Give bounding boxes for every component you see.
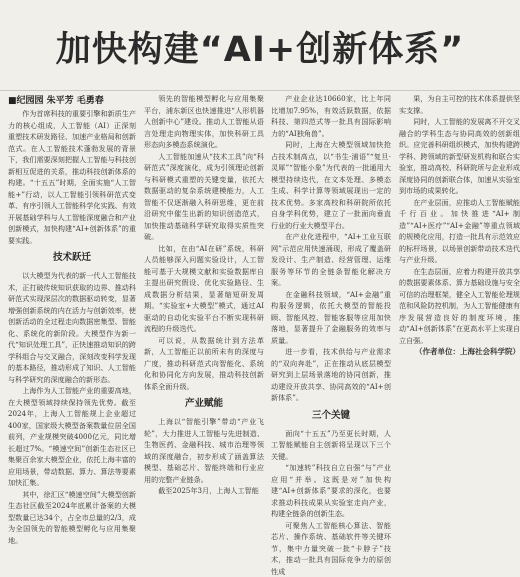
paragraph: 其中，徐汇区“模速空间”大模型创新生态社区截至2024年底累计备案的大模型数量已达34个，占全市总量的2/3，成为全国领先的智能模型孵化与应用集聚地。: [8, 489, 136, 547]
paragraph: 作为首席科技的重要引擎和新质生产力的核心组成，人工智能（AI）正深刻重塑技术研发路径、加速产业格局和创新范式。在人工智能技术蓬勃发展的背景下，我们需要深刻把握人工智能与科技创新相互促进的关系，推动科技创新体系的构建。“十五五”时期，全面实施“人工智能+”行动，以人工智能引领科研范式变革、有序引领人工智能科学化实践、有效开展基础学科与人工智能深度融合和产业创新模式，加快构建“AI+创新体系”的重要实践。: [8, 108, 136, 246]
paragraph: 果，为自主可控的技术体系提供坚实支撑。: [399, 93, 520, 116]
paragraph: 同时，上海在大模型领域加快抢占技术制高点，以“书生·浦语”“复旦·灵犀”“智能小象”为代表的一批通用大模型持续迭代，在文本处理、多模态生成、科学计算等领域展现出一定的技术优势。多家高校和科研院所依托自身学科优势，建立了一批面向垂直行业的行业大模型平台。: [271, 139, 391, 231]
paragraph: 面向“十五五”乃至更长时期，人工智能赋能自主创新将呈现以下三个关键。: [271, 428, 391, 463]
article-column-4: [399, 93, 520, 521]
paragraph: 在产业化进程中，“AI+工业互联网”示范应用快速涌现，形成了覆盖研发设计、生产制造、经营管理、运维服务等环节的全链条智能化解决方案。: [271, 231, 391, 289]
headline: 加快构建“AI+创新体系”: [0, 22, 520, 72]
section-heading-three-keys: 三个关键: [271, 404, 391, 428]
paragraph: 上海以“智能引擎”带动“产业飞轮”，大力推进人工智能与先进制造、生物医药、金融科技、城市治理等领域的深度融合，初步形成了涵盖算法模型、基础芯片、智能终端和行业应用的完整产业链条。: [144, 416, 264, 485]
paragraph: 在金融科技领域，“AI+金融”重构服务逻辑，依托大模型的智能投顾、智能风控、智能客服等应用加快落地，显著提升了金融服务的效率与质量。: [271, 289, 391, 347]
author-affiliation: （作者单位：上海社会科学院）: [399, 346, 520, 358]
paragraph: 可聚焦人工智能核心算法、智能芯片、操作系统、基础软件等关键环节，集中力量突破一批“卡脖子”技术，推动一批具有国际竞争力的原创性成: [271, 520, 391, 577]
paragraph: 人工智能加速从“技术工具”向“科研范式”深度演化，成为引领理论创新与科研模式重塑的关键变量，依托大数据驱动的复杂系统建模能力，人工智能不仅逐渐融入科研思维，更在前沿研究中催生出新的知识创造范式，加快推动基础科学研究取得实质性突破。: [144, 151, 264, 243]
paragraph: 同时，人工智能的发展离不开交叉融合的学科生态与协同高效的创新组织。应完善科研组织模式，加快构建跨学科、跨领域的新型研发机构和联合实验室，推动高校、科研院所与企业形成深度协同的创新联合体，加速从实验室到市场的成果转化。: [399, 116, 520, 197]
paragraph: 进一步看，技术供给与产业需求的“双向奔赴”，正在推动从底层模型研究到上层场景落地的协同创新，推动建设开放共享、协同高效的“AI+创新体系”。: [271, 346, 391, 404]
paragraph: 在生态层面，应着力构建开放共享的数据要素体系、算力基础设施与安全可信的治理框架，健全人工智能伦理规范和风险防控机制，为人工智能健康有序发展营造良好的制度环境，推动“AI+创新体系”在更高水平上实现自立自强。: [399, 266, 520, 347]
paragraph: 可以说，从数据统计到方法革新，人工智能正以前所未有的深度与广度，推动科研范式向智能化、系统化和协同化方向发展，推动科技创新体系全面升级。: [144, 335, 264, 393]
paragraph: “加速转”科技自立自强“与”产业应用“并举。这既是对”加快构建“AI+创新体系”要求的深化，也要求推动科技成果从实验室走向产业，构建全链条的创新生态。: [271, 462, 391, 520]
section-heading-tech-leap: 技术跃迁: [8, 246, 136, 270]
paragraph: 比如，在由“AI在研”系统，科研人员能够深入问题实验设计，人工智能可基于大规模文献和实验数据库自主提出研究假设、优化实验路径、生成数据分析结果，显著缩短研发周期。“实验室+大模型”模式，通过AI驱动的自动化实验平台不断实现科研流程的升级迭代。: [144, 243, 264, 335]
article-column-1: [8, 108, 136, 536]
section-heading-industry-empowerment: 产业赋能: [144, 392, 264, 416]
paragraph: 在产业层面，应推动人工智能赋能千行百业。加快推进“AI+制造”“AI+医疗”“AI+金融”等重点领域的规模化应用，打造一批具有示范效应的标杆场景，以场景创新带动技术迭代与产业升级。: [399, 197, 520, 266]
paragraph: 产业企业达10660家，比上年同比增加7.95%，有效活跃数据，依据科技、第四范式等一批具有国际影响力的“AI独角兽”。: [271, 93, 391, 139]
paragraph: 以大模型为代表的新一代人工智能技术，正打破传统知识获取的边界、推动科研范式实现深层次的数据驱动转变，显著增强创新系统的内在活力与创新效率，使创新活动的全过程走向数据密集型、智能化、系统化的新阶段。大模型作为新一代“知识处理工具”，正快速推动知识的跨学科组合与交叉融合，深刻改变科学发现的基本路径，推动形成了知识、人工智能与科学研究的深度融合的新形态。: [8, 270, 136, 385]
paragraph: 截至2025年3月，上海人工智能: [144, 485, 264, 497]
paragraph: 上海作为人工智能产业的重要高地，在大模型领域持续保持领先优势。截至2024年，上海人工智能规上企业超过400家，国家级大模型备案数量位居全国前列，产业规模突破4000亿元，同比增长超过7%。“模速空间”创新生态社区已集聚百余家大模型企业，依托上海丰富的应用场景，带动数据、算力、算法等要素加快汇集。: [8, 385, 136, 489]
article-column-3: [271, 93, 391, 521]
byline: ■纪园园 朱平芳 毛勇春: [8, 93, 136, 106]
paragraph: 领先的智能模型孵化与应用集聚平台，浦东新区也快速推进“人形机器人创新中心”建设。推动人工智能从语言处理走向物理实体，加快科研工具形态向多模态系统演化。: [144, 93, 264, 151]
header-rule: [0, 90, 520, 91]
article-column-2: [144, 93, 264, 521]
